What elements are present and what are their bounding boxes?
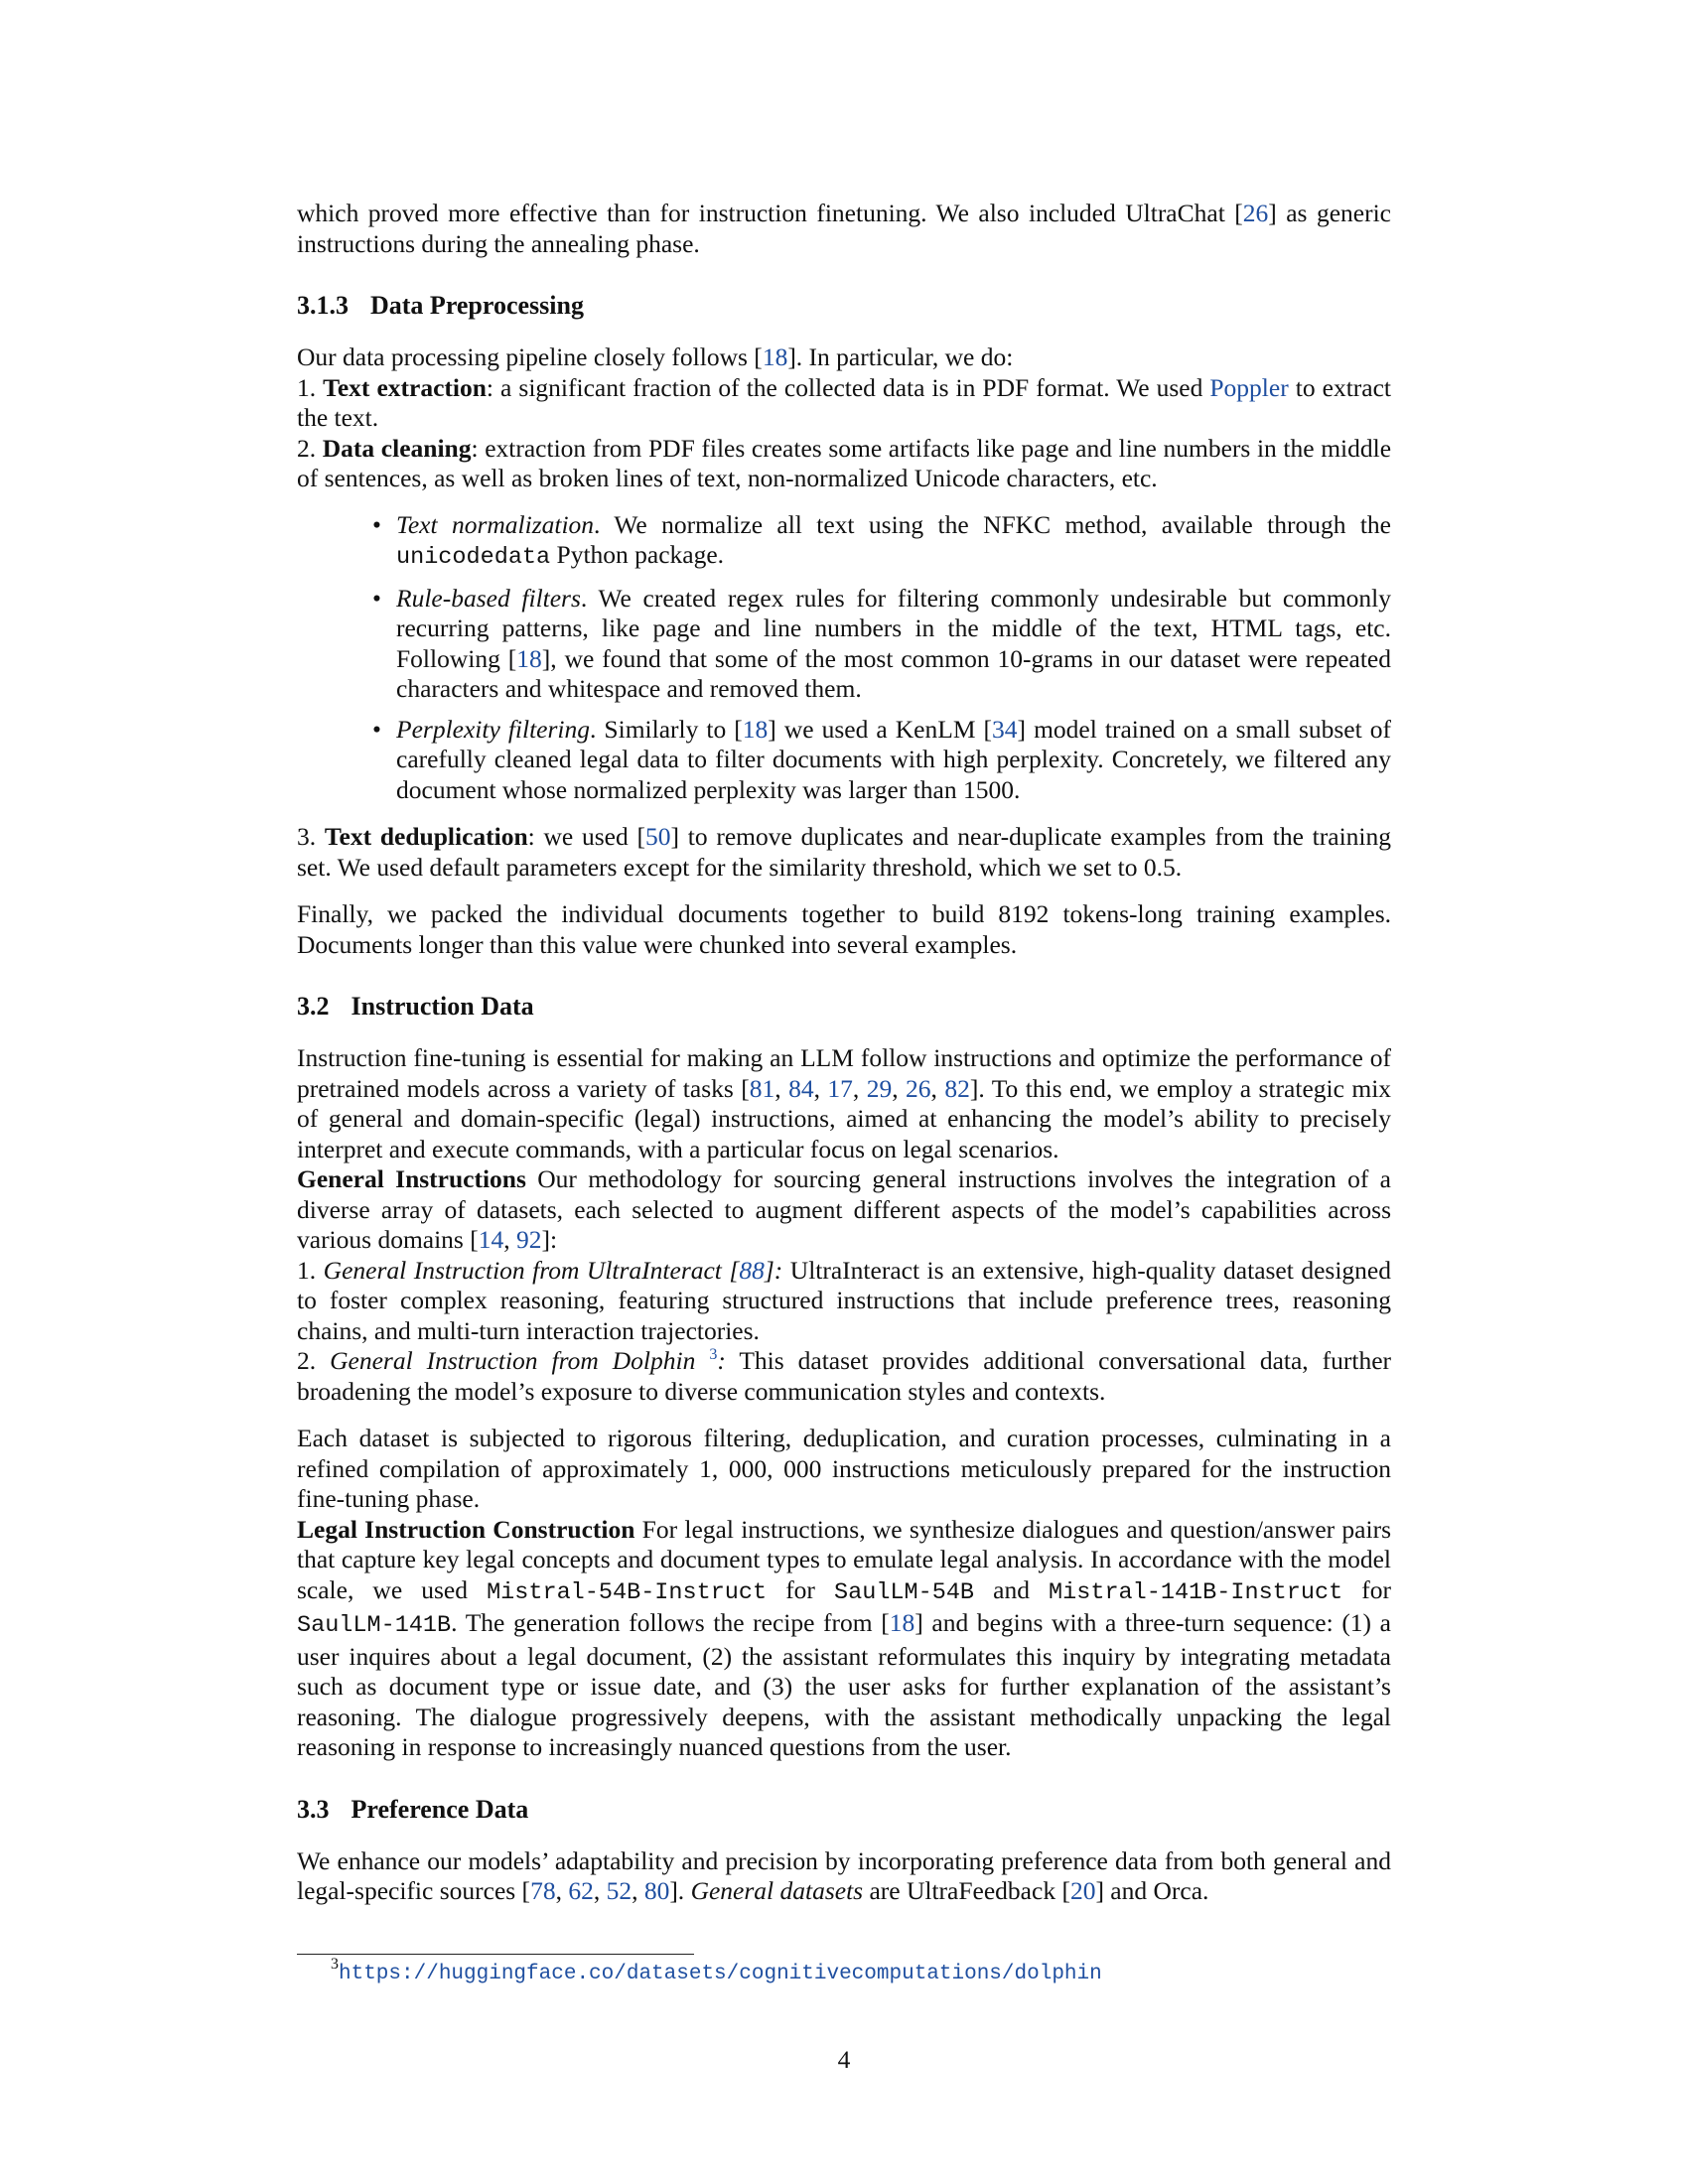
instruction-intro-paragraph: Instruction fine-tuning is essential for making an LLM follow instructions and optimize the performance of pretrained models across a variety of tasks [81, 84, 17, 29, 26, 82]. To this end, we employ a strategic mix of general and domain-specific (legal) instructions, aimed at enhancing the model’s ability to precisely interpret and execute commands, with a particular focus on legal scenarios.: [297, 1043, 1392, 1163]
citation-link[interactable]: 18: [889, 1608, 915, 1637]
citation-link[interactable]: 20: [1069, 1876, 1096, 1905]
intro-paragraph: which proved more effective than for instruction finetuning. We also included UltraChat [26] as generic instructions during the annealing phase.: [297, 199, 1391, 258]
citation-link[interactable]: 80: [643, 1876, 670, 1905]
step-data-cleaning: 2. Data cleaning: extraction from PDF files creates some artifacts like page and line numbers in the middle of sentences, as well as broken lines of text, non-normalized Unicode characters, etc.: [297, 433, 1392, 492]
general-instructions-paragraph: General Instructions Our methodology for sourcing general instructions involves the integration of a diverse array of datasets, each selected to augment different aspects of the model’s capabilities across various domains [14, 92]:: [297, 1164, 1392, 1254]
dolphin-item: 2. General Instruction from Dolphin $^3$: This dataset provides additional conversational data, further broadening the model’s exposure to diverse communication styles and contexts.: [297, 1346, 1392, 1406]
packing-paragraph: Finally, we packed the individual documents together to build 8192 tokens-long training examples. Documents longer than this value were chunked into several examples.: [297, 899, 1391, 959]
citation-link[interactable]: 78: [530, 1876, 556, 1905]
citation-link[interactable]: 92: [515, 1225, 542, 1254]
citation-link[interactable]: 26: [1242, 199, 1269, 227]
bullet-icon: •: [372, 714, 381, 744]
footnote-url-link[interactable]: https://huggingface.co/datasets/cognitivecomputations/dolphin: [339, 1963, 1102, 1985]
citation-link[interactable]: 18: [762, 342, 788, 371]
poppler-link[interactable]: Poppler: [1209, 372, 1289, 402]
cleaning-bullet-list: [297, 510, 1391, 806]
citation-link[interactable]: 88: [739, 1255, 765, 1285]
citation-link[interactable]: 18: [742, 714, 769, 744]
footnote: $^3$https://huggingface.co/datasets/cognitivecomputations/dolphin: [331, 1956, 1102, 1985]
footnote-marker[interactable]: 3: [709, 1346, 718, 1363]
preference-data-paragraph: We enhance our models’ adaptability and precision by incorporating preference data from both general and legal-specific sources [78, 62, 52, 80]. General datasets are UltraFeedback [20] and Orca.: [297, 1845, 1391, 1905]
citation-link[interactable]: 26: [906, 1073, 931, 1103]
footnote-divider: [297, 1954, 694, 1955]
step-text-deduplication: 3. Text deduplication: we used [50] to remove duplicates and near-duplicate examples from the training set. We used default parameters except for the similarity threshold, which we set to 0.5.: [297, 822, 1391, 882]
citation-link[interactable]: 17: [827, 1073, 853, 1103]
bullet-icon: •: [372, 583, 381, 613]
bullet-perplexity-filtering: • Perplexity filtering. Similarly to [18] we used a KenLM [34] model trained on a small subset of carefully cleaned legal data to filter documents with high perplexity. Concretely, we filtered any document whose normalized perplexity was larger than 1500.: [372, 714, 1391, 804]
legal-instruction-paragraph: Legal Instruction Construction For legal instructions, we synthesize dialogues and question/answer pairs that capture key legal concepts and document types to emulate legal analysis. In accordance with the model scale, we used Mistral-54B-Instruct for SaulLM-54B and Mistral-141B-Instruct for SaulLM-141B. The generation follows the recipe from [18] and begins with a three-turn sequence: (1) a user inquires about a legal document, (2) the assistant reformulates this inquiry by integrating metadata such as document type or issue date, and (3) the user asks for further explanation of the assistant’s reasoning. The dialogue progressively deepens, with the assistant methodically unpacking the legal reasoning in response to increasingly nuanced questions from the user.: [297, 1514, 1392, 1761]
ultrainteract-item: 1. General Instruction from UltraInteract [88]: UltraInteract is an extensive, high-quality dataset designed to foster complex reasoning, featuring structured instructions that include preference trees, reasoning chains, and multi-turn interaction trajectories.: [297, 1255, 1392, 1345]
paper-body: [297, 199, 1391, 1907]
citation-link[interactable]: 18: [516, 643, 542, 673]
citation-link[interactable]: 82: [944, 1073, 970, 1103]
citation-link[interactable]: 50: [645, 822, 671, 851]
preprocessing-lead: Our data processing pipeline closely follows [18]. In particular, we do:: [297, 342, 1014, 371]
citation-link[interactable]: 34: [992, 714, 1018, 744]
dataset-curation-paragraph: Each dataset is subjected to rigorous filtering, deduplication, and curation processes, culminating in a refined compilation of approximately 1, 000, 000 instructions meticulously prepared for the instruction fine-tuning phase.: [297, 1424, 1391, 1513]
section-heading-3-3: 3.3 Preference Data: [297, 1794, 529, 1824]
page-number: 4: [837, 2045, 851, 2074]
bullet-rule-based-filters: • Rule-based filters. We created regex rules for filtering commonly undesirable but commonly recurring patterns, like page and line numbers in the middle of the text, HTML tags, etc. Following [18], we found that some of the most common 10-grams in our dataset were repeated characters and whitespace and removed them.: [372, 583, 1391, 703]
citation-link[interactable]: 62: [568, 1876, 594, 1905]
section-heading-3-1-3: 3.1.3 Data Preprocessing: [297, 291, 584, 320]
section-heading-3-2: 3.2 Instruction Data: [297, 992, 534, 1021]
step-text-extraction: 1. Text extraction: a significant fraction of the collected data is in PDF format. We used Poppler to extract the text.: [297, 372, 1391, 432]
citation-link[interactable]: 14: [478, 1225, 504, 1254]
citation-link[interactable]: 84: [788, 1073, 814, 1103]
citation-link[interactable]: 52: [606, 1876, 633, 1905]
citation-link[interactable]: 29: [866, 1073, 893, 1103]
citation-link[interactable]: 81: [749, 1073, 775, 1103]
bullet-icon: •: [372, 509, 381, 539]
bullet-text-normalization: • Text normalization. We normalize all text using the NFKC method, available through the unicodedata Python package.: [372, 509, 1391, 571]
